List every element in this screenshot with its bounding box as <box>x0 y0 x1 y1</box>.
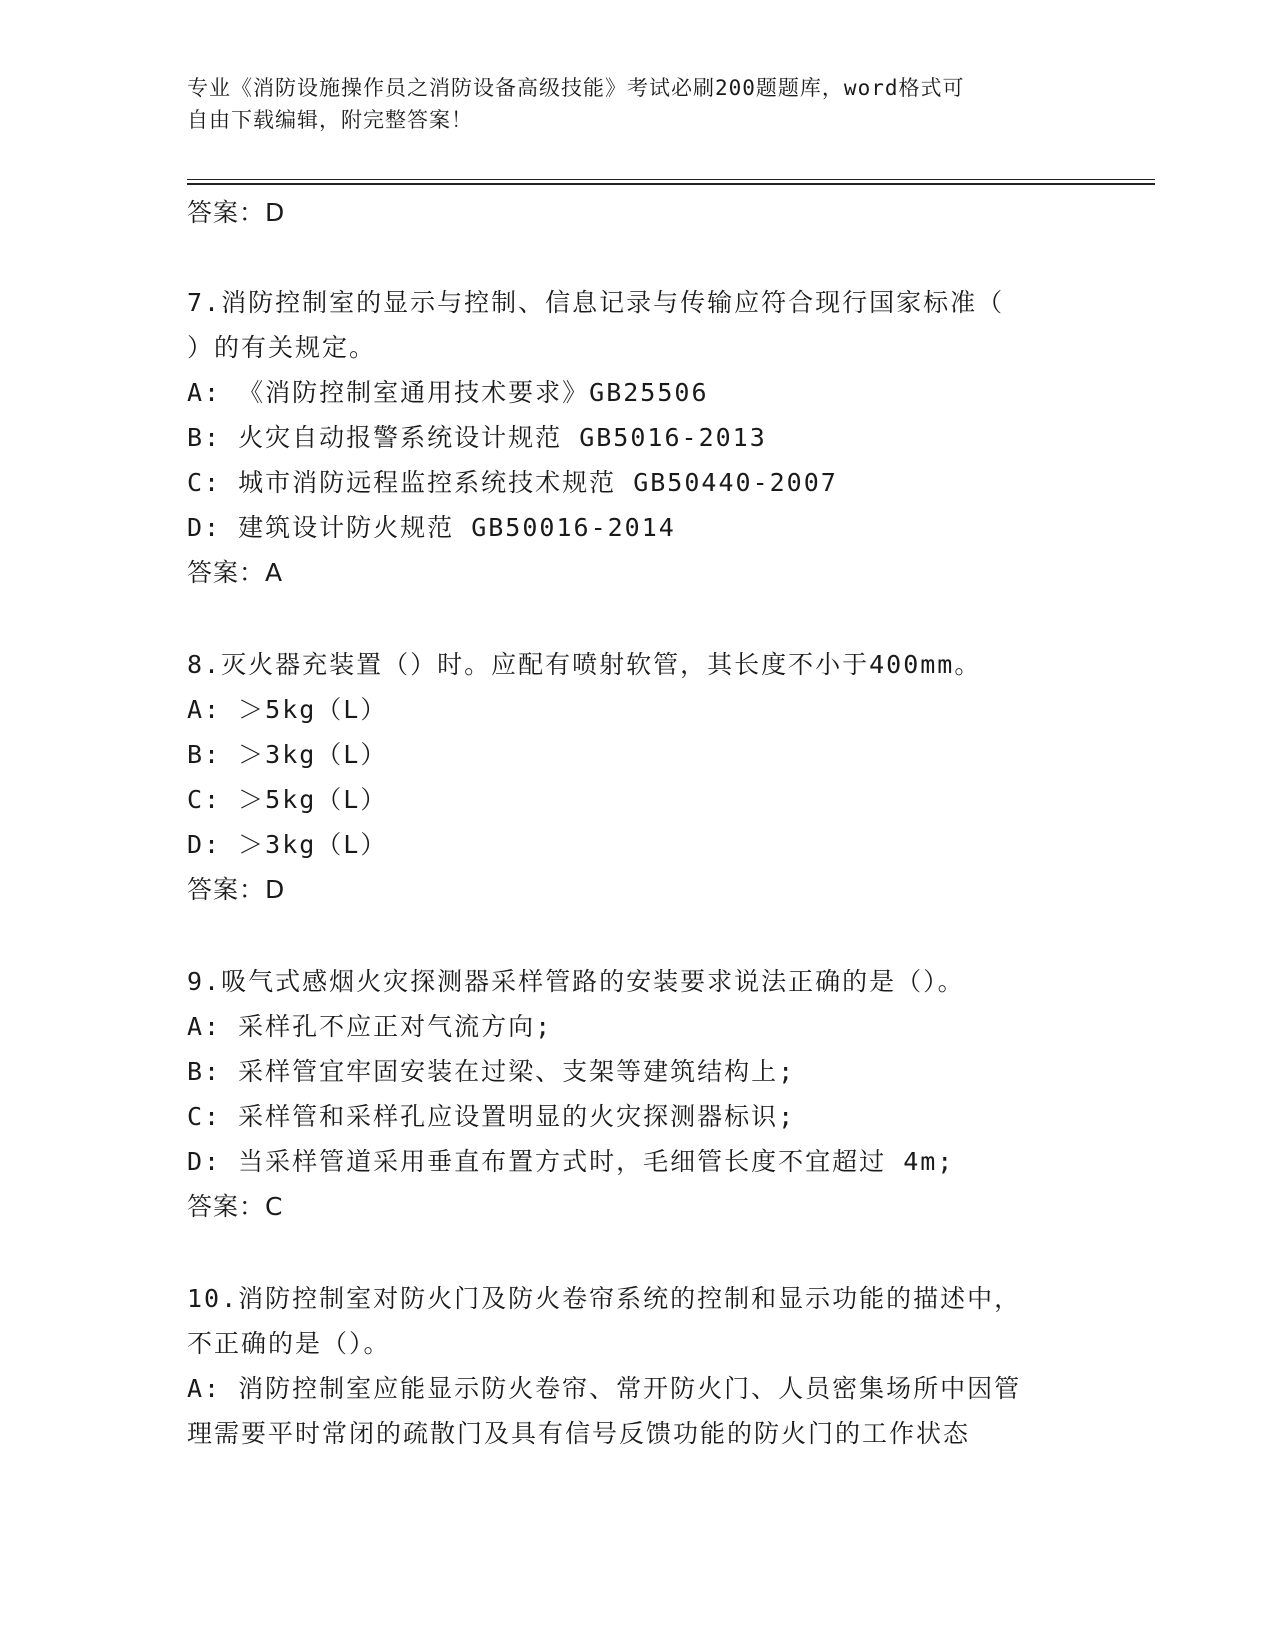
option-d: D: 建筑设计防火规范 GB50016-2014 <box>187 513 676 542</box>
answer-line: 答案：A <box>187 558 284 587</box>
question-stem-line: 7.消防控制室的显示与控制、信息记录与传输应符合现行国家标准（ <box>187 288 1005 317</box>
option-a: A: 消防控制室应能显示防火卷帘、常开防火门、人员密集场所中因管 <box>187 1374 1022 1403</box>
answer-line: 答案：D <box>187 198 286 227</box>
answer-line: 答案：D <box>187 875 286 904</box>
question-stem-line: 9.吸气式感烟火灾探测器采样管路的安装要求说法正确的是（）。 <box>187 967 965 996</box>
header-divider-thin <box>187 179 1155 180</box>
header-line-1: 专业《消防设施操作员之消防设备高级技能》考试必刷200题题库，word格式可 <box>187 76 965 100</box>
header-line-2: 自由下载编辑，附完整答案！ <box>187 108 473 132</box>
option-a: A: ＞5kg（L） <box>187 695 388 724</box>
option-c: C: ＞5kg（L） <box>187 785 388 814</box>
option-c: C: 城市消防远程监控系统技术规范 GB50440-2007 <box>187 468 838 497</box>
option-a-continuation: 理需要平时常闭的疏散门及具有信号反馈功能的防火门的工作状态 <box>187 1419 971 1448</box>
question-stem-line: 10.消防控制室对防火门及防火卷帘系统的控制和显示功能的描述中， <box>187 1284 1022 1313</box>
option-b: B: ＞3kg（L） <box>187 740 388 769</box>
question-stem-line: 不正确的是（）。 <box>187 1329 391 1358</box>
document-header <box>187 72 1067 136</box>
option-d: D: 当采样管道采用垂直布置方式时，毛细管长度不宜超过 4m; <box>187 1147 955 1176</box>
question-8 <box>187 642 1087 912</box>
option-c: C: 采样管和采样孔应设置明显的火灾探测器标识; <box>187 1102 796 1131</box>
option-b: B: 火灾自动报警系统设计规范 GB5016-2013 <box>187 423 767 452</box>
header-divider-thick <box>187 183 1155 185</box>
option-a: A: 《消防控制室通用技术要求》GB25506 <box>187 378 709 407</box>
option-b: B: 采样管宜牢固安装在过梁、支架等建筑结构上; <box>187 1057 796 1086</box>
question-stem-line: ）的有关规定。 <box>187 333 377 362</box>
question-stem-line: 8.灭火器充装置（）时。应配有喷射软管，其长度不小于400mm。 <box>187 650 982 679</box>
question-10 <box>187 1276 1087 1456</box>
question-list <box>187 190 1087 1456</box>
question-9 <box>187 959 1087 1229</box>
option-d: D: ＞3kg（L） <box>187 830 388 859</box>
option-a: A: 采样孔不应正对气流方向; <box>187 1012 553 1041</box>
answer-line: 答案：C <box>187 1192 284 1221</box>
question-7 <box>187 280 1087 595</box>
